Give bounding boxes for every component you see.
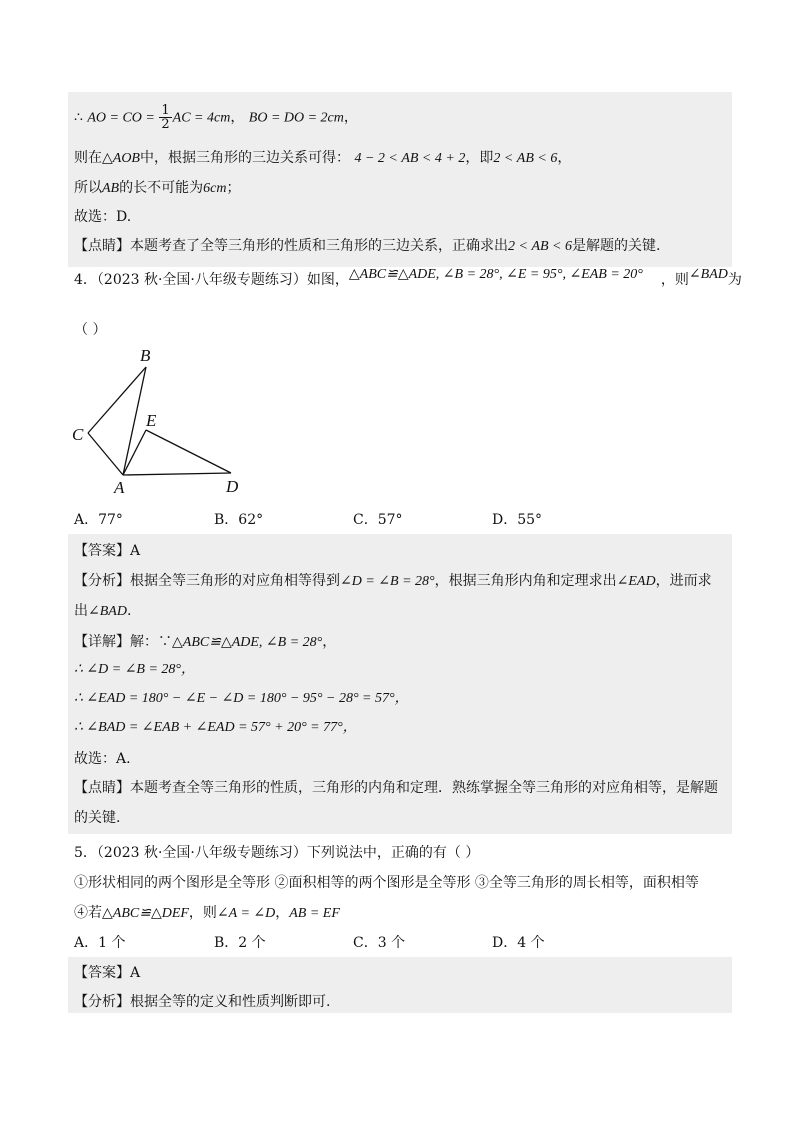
q4-step-3: ∴ ∠BAD = ∠EAB + ∠EAD = 57° + 20° = 77°，: [74, 720, 357, 735]
math: AC = 4cm: [172, 110, 231, 126]
math: △AOB: [102, 151, 140, 166]
math: 6cm: [203, 181, 227, 196]
q4-note-2: 的关键.: [74, 810, 121, 826]
q5-item-4: ④若△ABC≌△DEF，则∠A = ∠D，AB = EF: [74, 905, 340, 921]
q5-option-d[interactable]: D．4 个: [492, 935, 545, 951]
q4-stem: 4．（2023 秋·全国·八年级专题练习）如图，△ABC≌△ADE, ∠B = 28°, ∠E = 95°, ∠EAB = 20° ，则∠BAD为: [74, 267, 742, 288]
label-D: D: [226, 477, 239, 496]
q4-note-1: 【点睛】本题考查全等三角形的性质，三角形的内角和定理．熟练掌握全等三角形的对应角相等，是解题: [74, 780, 718, 796]
math: ∠BAD: [88, 604, 127, 619]
q4-choose: 故选：A.: [74, 751, 131, 767]
math: 4 − 2 < AB < 4 + 2: [354, 151, 466, 166]
math: △ABC≌△DEF: [102, 906, 189, 921]
q3-line-1: ∴ AO = CO = $\frac{1}{2}$ AC = 4cm， BO = DO = 2cm，: [74, 103, 358, 132]
q4-option-c[interactable]: C．57°: [353, 512, 403, 528]
math: ∠EAD: [616, 574, 656, 589]
math: AB = EF: [289, 906, 340, 921]
math: AB: [102, 181, 120, 196]
math: 2 < AB < 6: [508, 239, 572, 254]
q5-analysis: 【分析】根据全等的定义和性质判断即可.: [74, 994, 331, 1010]
q4-option-b[interactable]: B．62°: [214, 512, 264, 528]
label-B: B: [140, 346, 151, 365]
q3-line-2: 则在△AOB中，根据三角形的三边关系可得： 4 − 2 < AB < 4 + 2，即2 < AB < 6，: [74, 150, 572, 166]
math: △ABC≌△ADE, ∠B = 28°: [172, 635, 323, 650]
q3-choose: 故选：D.: [74, 209, 132, 225]
q4-answer: 【答案】A: [74, 543, 141, 559]
q4-step-1: ∴ ∠D = ∠B = 28°，: [74, 662, 196, 677]
math: AO = CO =: [87, 110, 159, 126]
q5-option-a[interactable]: A．1 个: [74, 935, 126, 951]
fraction: $\frac{1}{2}$: [161, 103, 170, 132]
q5-stem: 5．（2023 秋·全国·八年级专题练习）下列说法中，正确的有（ ）: [74, 845, 480, 861]
math: ∠BAD: [688, 267, 728, 282]
label-A: A: [114, 478, 125, 497]
q3-note: 【点睛】本题考查了全等三角形的性质和三角形的三边关系，正确求出2 < AB < 6是解题的关键.: [74, 238, 661, 254]
q4-analysis: 【分析】根据全等三角形的对应角相等得到∠D = ∠B = 28°，根据三角形内角和定理求出∠EAD，进而求: [74, 573, 712, 589]
q4-detail: 【详解】解：∵△ABC≌△ADE, ∠B = 28°，: [74, 634, 337, 650]
math: ∠D = ∠B = 28°: [340, 574, 435, 589]
math: △ABC≌△ADE, ∠B = 28°, ∠E = 95°, ∠EAB = 20°: [348, 267, 643, 282]
triangle-figure: [66, 340, 266, 500]
math: 2 < AB < 6: [493, 151, 558, 166]
q5-items: ①形状相同的两个图形是全等形 ②面积相等的两个图形是全等形 ③全等三角形的周长相等，面积相等: [74, 875, 699, 891]
q4-option-a[interactable]: A．77°: [74, 512, 123, 528]
q4-step-2: ∴ ∠EAD = 180° − ∠E − ∠D = 180° − 95° − 28° = 57°，: [74, 691, 409, 706]
q4-option-d[interactable]: D．55°: [492, 512, 543, 528]
label-E: E: [146, 411, 157, 430]
math: ∠A = ∠D: [216, 906, 276, 921]
q4-analysis-2: 出∠BAD.: [74, 603, 132, 619]
q5-option-b[interactable]: B．2 个: [214, 935, 266, 951]
math: BO = DO = 2cm: [248, 110, 344, 126]
q5-option-c[interactable]: C．3 个: [353, 935, 406, 951]
q5-answer: 【答案】A: [74, 965, 141, 981]
q4-paren: （ ）: [74, 322, 107, 338]
label-C: C: [72, 425, 84, 444]
q3-line-3: 所以AB的长不可能为6cm；: [74, 180, 241, 196]
